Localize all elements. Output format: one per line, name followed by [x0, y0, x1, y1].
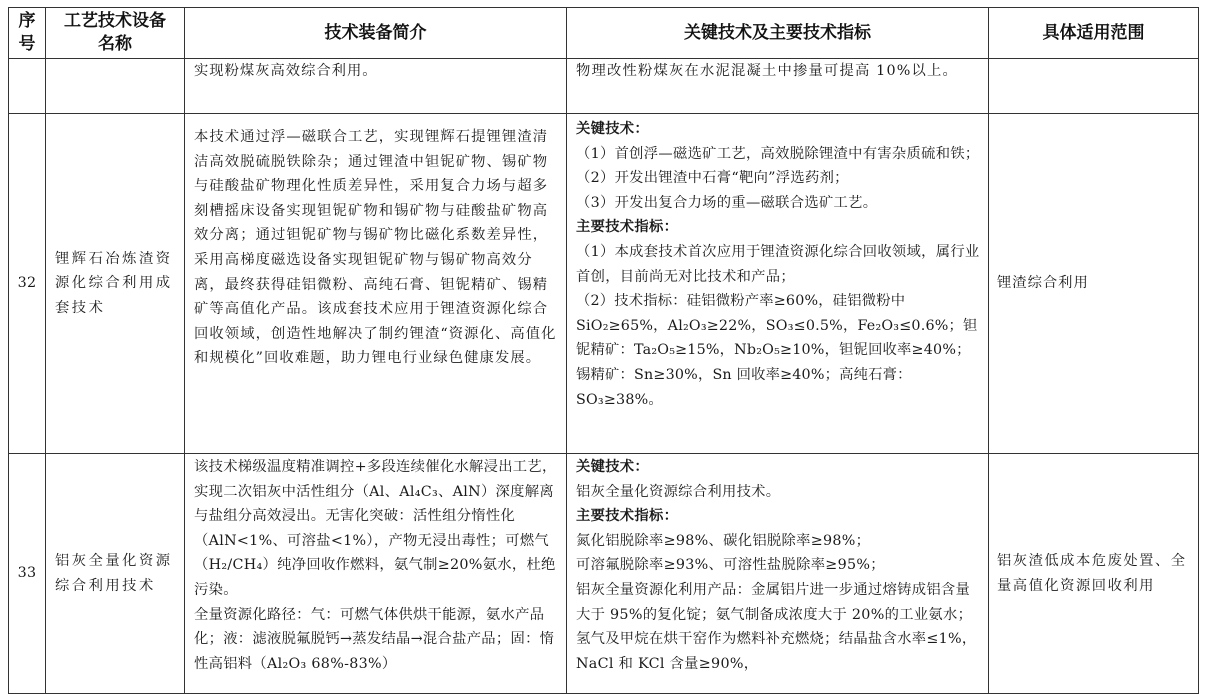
header-seq: 序号	[9, 8, 46, 59]
cell-seq: 32	[9, 114, 46, 454]
cell-scope: 锂渣综合利用	[989, 114, 1199, 454]
cell-scope: 铝灰渣低成本危废处置、全量高值化资源回收利用	[989, 454, 1199, 694]
cell-name: 铝灰全量化资源综合利用技术	[46, 454, 185, 694]
cell-seq: 33	[9, 454, 46, 694]
index-title: 主要技术指标：	[576, 508, 679, 525]
header-intro: 技术装备简介	[185, 8, 567, 59]
cell-key	[567, 59, 989, 114]
key-tech-item: （3）开发出复合力场的重—磁联合选矿工艺。	[576, 194, 878, 211]
key-tech-title: 关键技术：	[576, 459, 649, 475]
cell-scope	[989, 59, 1199, 114]
cell-key	[567, 114, 989, 454]
index-item: 铝灰全量资源化利用产品：金属铝片进一步通过熔铸成铝含量大于 95%的复化锭；氨气制备成浓度大于 20%的工业氨水；氢气及甲烷在烘干窑作为燃料补充燃烧；结晶盐含水率≤1%，NaCl 和 KCl 含量≥90%，	[576, 581, 977, 672]
intro-paragraph: 全量资源化路径：气：可燃气体供烘干能源，氨水产品化；液：滤液脱氟脱钙→蒸发结晶→混合盐产品；固：惰性高铝料（Al₂O₃ 68%-83%）	[194, 606, 555, 672]
cell-intro	[185, 454, 567, 694]
index-item: （2）技术指标：硅铝微粉产率≥60%，硅铝微粉中SiO₂≥65%，Al₂O₃≥22%，SO₃≤0.5%，Fe₂O₃≤0.6%；钽铌精矿：Ta₂O₅≥15%，Nb₂O₅≥10%，钽铌回收率≥40%；锡精矿：Sn≥30%，Sn 回收率≥40%；高纯石膏：SO₃≥38%。	[576, 293, 978, 408]
key-line: 物理改性粉煤灰在水泥混凝土中掺量可提高 10%以上。	[576, 63, 959, 79]
header-key: 关键技术及主要技术指标	[567, 8, 989, 59]
index-item: 氮化铝脱除率≥98%、碳化铝脱除率≥98%；	[576, 532, 871, 549]
key-tech-item: （2）开发出锂渣中石膏“靶向”浮选药剂；	[576, 170, 849, 187]
header-scope: 具体适用范围	[989, 8, 1199, 59]
intro-paragraph: 该技术梯级温度精准调控+多段连续催化水解浸出工艺，实现二次铝灰中活性组分（Al、Al₄C₃、AlN）深度解离与盐组分高效浸出。无害化突破：活性组分惰性化（AlN<1%、可溶盐<1%），产物无浸出毒性；可燃气（H₂/CH₄）纯净回收作燃料，氨气制≥20%氨水，杜绝污染。	[194, 459, 557, 598]
index-title: 主要技术指标：	[576, 219, 679, 236]
document-table	[8, 7, 1199, 694]
cell-intro	[185, 59, 567, 114]
cell-name: 锂辉石冶炼渣资源化综合利用成套技术	[46, 114, 185, 454]
key-tech-item: 铝灰全量化资源综合利用技术。	[576, 483, 781, 500]
cell-intro	[185, 114, 567, 454]
index-item: （1）本成套技术首次应用于锂渣资源化综合回收领域，属行业首创，目前尚无对比技术和产品；	[576, 243, 980, 285]
header-row	[9, 8, 1199, 59]
cell-key	[567, 454, 989, 694]
intro-text: 实现粉煤灰高效综合利用。	[194, 63, 378, 79]
table-row-continued	[9, 59, 1199, 114]
index-item: 可溶氟脱除率≥93%、可溶性盐脱除率≥95%；	[576, 557, 885, 574]
header-name: 工艺技术设备名称	[46, 8, 185, 59]
key-tech-item: （1）首创浮—磁选矿工艺，高效脱除锂渣中有害杂质硫和铁；	[576, 145, 980, 162]
table-row-32	[9, 114, 1199, 454]
cell-seq	[9, 59, 46, 114]
cell-name	[46, 59, 185, 114]
key-tech-title: 关键技术：	[576, 121, 649, 137]
table-row-33	[9, 454, 1199, 694]
intro-text: 本技术通过浮—磁联合工艺，实现锂辉石提锂锂渣清洁高效脱硫脱铁除杂；通过锂渣中钽铌矿物、锡矿物与硅酸盐矿物理化性质差异性，采用复合力场与超多刻槽摇床设备实现钽铌矿物和锡矿物与硅酸盐矿物高效分离；通过钽铌矿物与锡矿物比磁化系数差异性，采用高梯度磁选设备实现钽铌矿物与锡矿物高效分离，最终获得硅铝微粉、高纯石膏、钽铌精矿、锡精矿等高值化产品。该成套技术应用于锂渣资源化综合回收领域，创造性地解决了制约锂渣“资源化、高值化和规模化”回收难题，助力锂电行业绿色健康发展。	[194, 129, 557, 367]
